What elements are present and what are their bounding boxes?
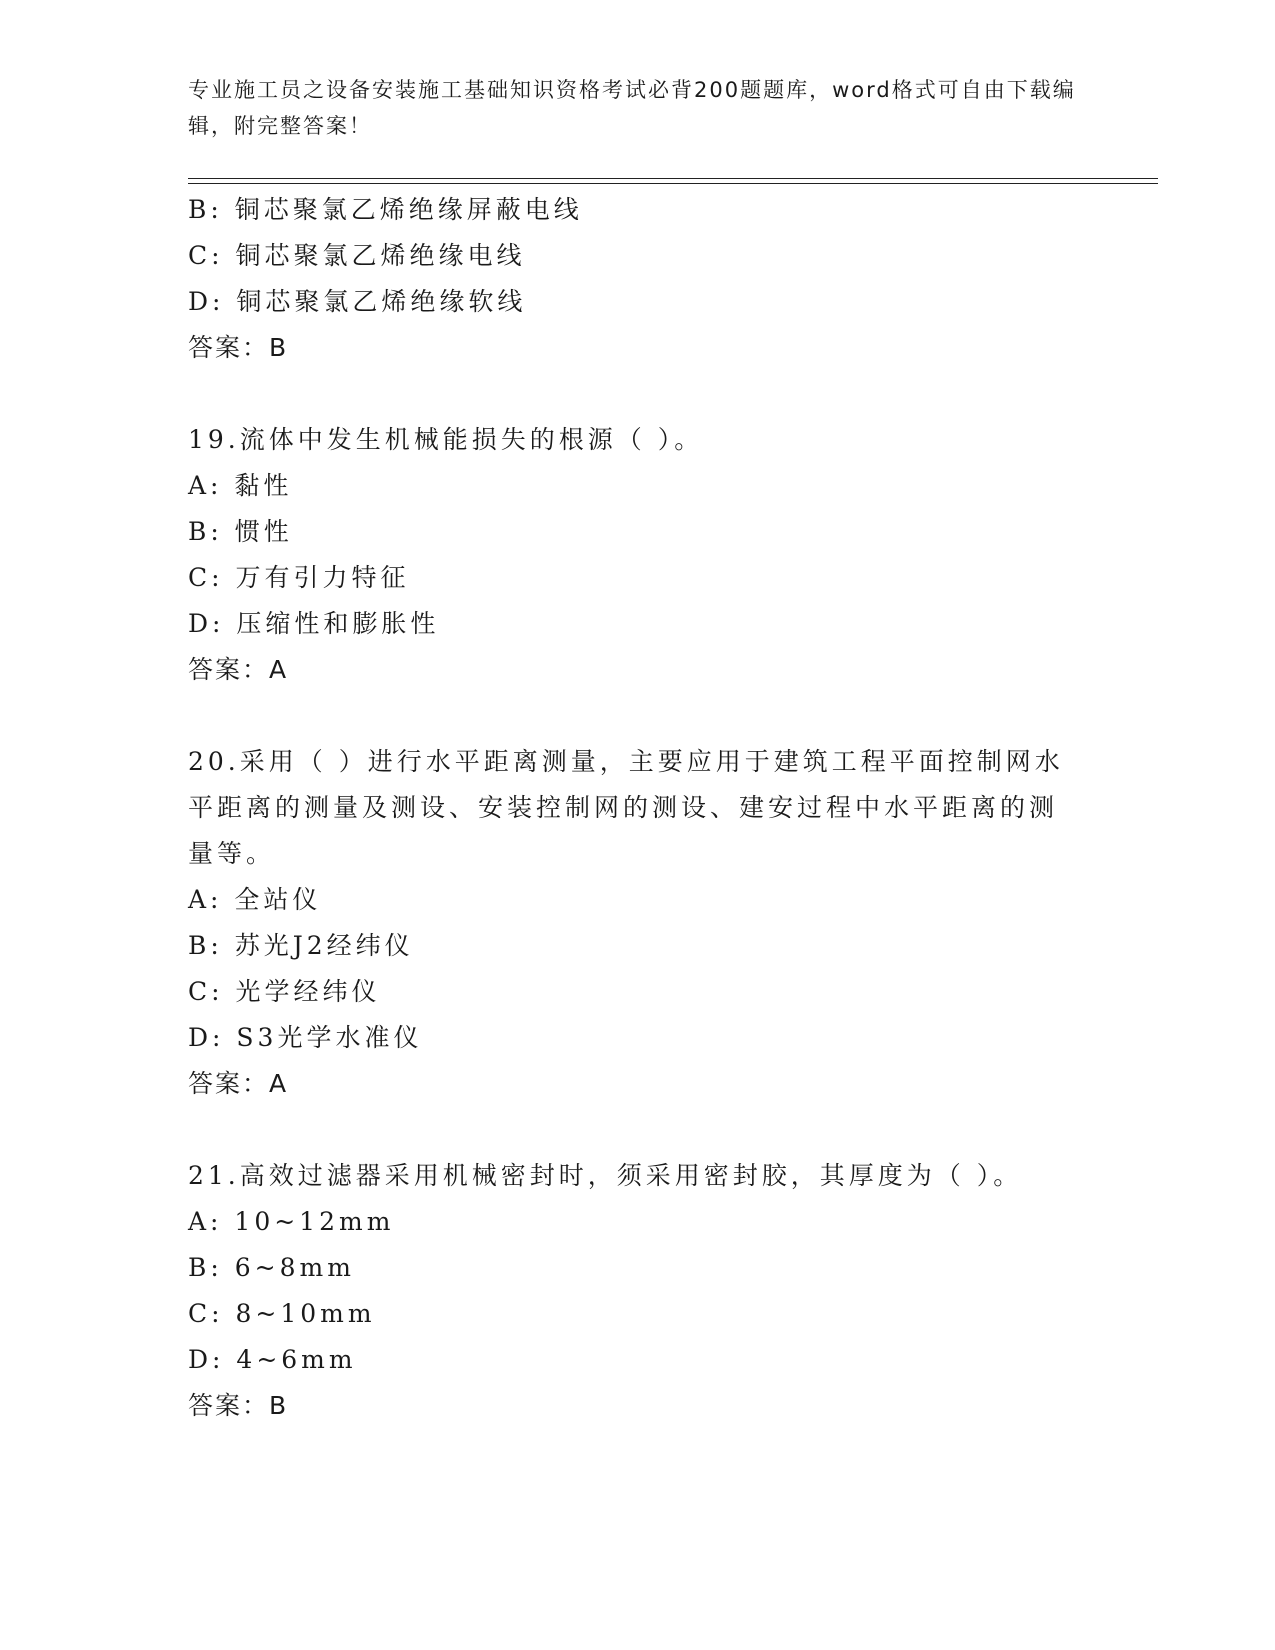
question-text: 21.高效过滤器采用机械密封时，须采用密封胶，其厚度为（ ）。 <box>188 1161 1023 1190</box>
option-c: C: 8~10mm <box>188 1299 376 1328</box>
header-divider-bottom <box>188 183 1158 184</box>
option-a: A: 全站仪 <box>188 885 322 914</box>
option-b: B: 铜芯聚氯乙烯绝缘屏蔽电线 <box>188 195 583 224</box>
option-d: D: 铜芯聚氯乙烯绝缘软线 <box>188 287 527 316</box>
option-d: D: 压缩性和膨胀性 <box>188 609 440 638</box>
question-18-continued <box>188 187 1068 371</box>
option-c: C: 光学经纬仪 <box>188 977 381 1006</box>
question-19 <box>188 417 1068 693</box>
question-text: 20.采用（ ）进行水平距离测量，主要应用于建筑工程平面控制网水平距离的测量及测设、安装控制网的测设、建安过程中水平距离的测量等。 <box>188 747 1064 868</box>
question-20 <box>188 739 1068 1107</box>
question-list <box>188 187 1068 1429</box>
answer-line: 答案：B <box>188 1391 289 1420</box>
header-divider-top <box>188 178 1158 179</box>
question-text: 19.流体中发生机械能损失的根源（ ）。 <box>188 425 704 454</box>
option-b: B: 惯性 <box>188 517 293 546</box>
option-d: D: 4~6mm <box>188 1345 357 1374</box>
answer-line: 答案：B <box>188 333 289 362</box>
option-c: C: 万有引力特征 <box>188 563 410 592</box>
option-b: B: 6~8mm <box>188 1253 355 1282</box>
document-header: 专业施工员之设备安装施工基础知识资格考试必背200题题库，word格式可自由下载编辑，附完整答案！ <box>188 78 1076 138</box>
answer-line: 答案：A <box>188 1069 289 1098</box>
option-a: A: 黏性 <box>188 471 293 500</box>
answer-line: 答案：A <box>188 655 289 684</box>
option-c: C: 铜芯聚氯乙烯绝缘电线 <box>188 241 526 270</box>
question-21 <box>188 1153 1068 1429</box>
option-b: B: 苏光J2经纬仪 <box>188 931 414 960</box>
option-d: D: S3光学水准仪 <box>188 1023 423 1052</box>
option-a: A: 10~12mm <box>188 1207 395 1236</box>
